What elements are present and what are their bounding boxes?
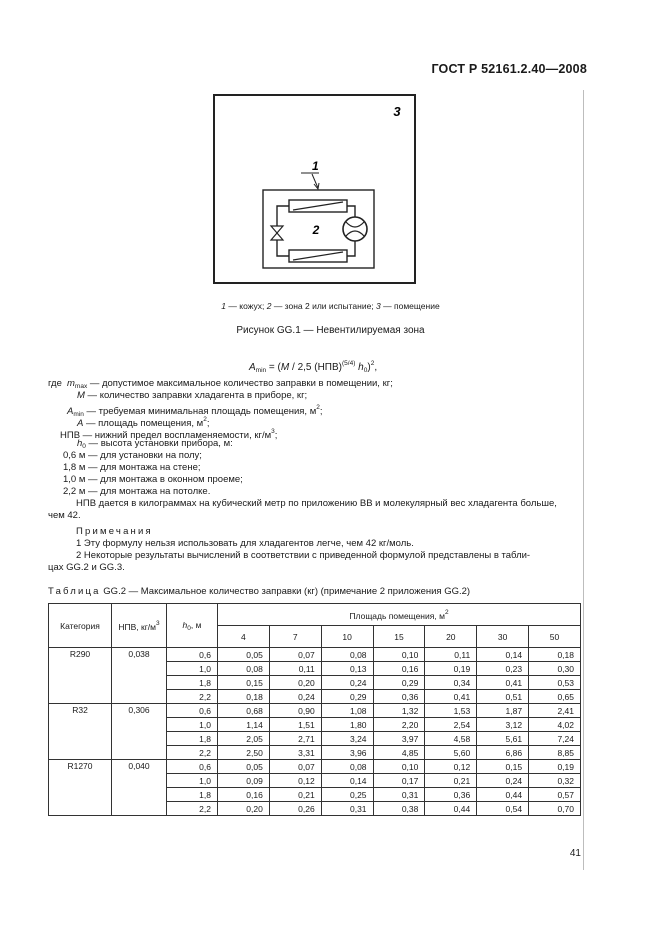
charge-cell: 0,18 — [529, 648, 581, 662]
height-cell: 2,2 — [167, 746, 218, 760]
charge-cell: 0,05 — [218, 760, 270, 774]
charge-cell: 8,85 — [529, 746, 581, 760]
inner-zone-label: 2 — [312, 223, 320, 237]
charge-cell: 0,29 — [373, 676, 425, 690]
charge-cell: 0,41 — [425, 690, 477, 704]
charge-cell: 0,07 — [269, 648, 321, 662]
margin-rule — [583, 90, 584, 870]
charge-cell: 0,24 — [269, 690, 321, 704]
charge-cell: 0,14 — [477, 648, 529, 662]
height-cell: 0,6 — [167, 704, 218, 718]
charge-cell: 0,15 — [477, 760, 529, 774]
charge-cell: 3,31 — [269, 746, 321, 760]
def-m: M — количество заправки хладагента в приборе, кг; — [77, 390, 308, 401]
height-window: 1,0 м — для монтажа в оконном проеме; — [63, 474, 243, 485]
charge-cell: 0,70 — [529, 802, 581, 816]
npv-paragraph-line1: НПВ дается в килограммах на кубический метр по приложению ВВ и молекулярный вес хладагента больше, — [76, 498, 557, 509]
casing-label: 1 — [312, 159, 319, 173]
area-4: 4 — [218, 626, 270, 648]
charge-cell: 0,19 — [425, 662, 477, 676]
charge-cell: 0,20 — [218, 802, 270, 816]
charge-cell: 0,53 — [529, 676, 581, 690]
charge-cell: 0,34 — [425, 676, 477, 690]
note-2-line1: 2 Некоторые результаты вычислений в соответствии с приведенной формулой представлены в табли- — [76, 550, 531, 561]
pipe-right-bottom — [347, 241, 355, 256]
charge-cell: 0,07 — [269, 760, 321, 774]
charge-cell: 0,12 — [425, 760, 477, 774]
charge-cell: 6,86 — [477, 746, 529, 760]
legend-text-1: — кожух; — [226, 301, 267, 311]
charge-cell: 0,19 — [529, 760, 581, 774]
charge-cell: 0,23 — [477, 662, 529, 676]
charge-cell: 0,38 — [373, 802, 425, 816]
charge-cell: 1,80 — [321, 718, 373, 732]
charge-cell: 0,08 — [321, 648, 373, 662]
height-cell: 1,0 — [167, 662, 218, 676]
height-cell: 2,2 — [167, 690, 218, 704]
charge-cell: 0,20 — [269, 676, 321, 690]
charge-cell: 7,24 — [529, 732, 581, 746]
charge-cell: 0,16 — [373, 662, 425, 676]
height-cell: 2,2 — [167, 802, 218, 816]
table-row — [49, 704, 581, 718]
charge-cell: 0,21 — [269, 788, 321, 802]
charge-cell: 0,68 — [218, 704, 270, 718]
zone-label: 3 — [393, 104, 401, 119]
table-row — [49, 760, 581, 774]
charge-cell: 3,97 — [373, 732, 425, 746]
col-room-area: Площадь помещения, $м^2$ — [218, 604, 581, 626]
charge-cell: 0,26 — [269, 802, 321, 816]
charge-cell: 0,31 — [373, 788, 425, 802]
charge-cell: 0,21 — [425, 774, 477, 788]
charge-cell: 0,29 — [321, 690, 373, 704]
refrigeration-diagram — [215, 96, 414, 282]
height-cell: 1,8 — [167, 788, 218, 802]
charge-cell: 0,11 — [269, 662, 321, 676]
col-category: Категория — [49, 604, 112, 648]
charge-cell: 0,14 — [321, 774, 373, 788]
charge-cell: 0,10 — [373, 648, 425, 662]
figure-legend — [0, 300, 661, 312]
figure-unventilated-zone — [213, 94, 416, 284]
formula-area-min: $A_{min} = (M / 2,5$ (НПВ)$^{(5/4)}$ $h_0)^2$, — [249, 360, 378, 374]
charge-cell: 0,08 — [218, 662, 270, 676]
def-npv: НПВ — нижний предел воспламеняемости, $кг/м^3$; — [60, 428, 278, 441]
charge-cell: 0,12 — [269, 774, 321, 788]
charge-cell: 1,08 — [321, 704, 373, 718]
charge-cell: 0,24 — [321, 676, 373, 690]
charge-cell: 0,11 — [425, 648, 477, 662]
document-header: ГОСТ Р 52161.2.40—2008 — [431, 62, 587, 76]
charge-cell: 4,02 — [529, 718, 581, 732]
charge-cell: 0,05 — [218, 648, 270, 662]
npv-cell: 0,040 — [112, 760, 167, 816]
charge-cell: 1,32 — [373, 704, 425, 718]
def-a-min: $A_{min}$ — требуемая минимальная площадь помещения, $м^2$; — [67, 404, 323, 418]
npv-cell: 0,038 — [112, 648, 167, 704]
charge-cell: 0,44 — [425, 802, 477, 816]
expansion-valve-icon — [271, 226, 283, 233]
pipe-right-top — [347, 206, 355, 217]
charge-cell: 1,51 — [269, 718, 321, 732]
charge-cell: 0,10 — [373, 760, 425, 774]
charge-cell: 0,30 — [529, 662, 581, 676]
height-cell: 0,6 — [167, 648, 218, 662]
charge-cell: 1,14 — [218, 718, 270, 732]
charge-cell: 0,90 — [269, 704, 321, 718]
charge-cell: 3,24 — [321, 732, 373, 746]
area-7: 7 — [269, 626, 321, 648]
where-word: где — [48, 378, 62, 389]
charge-cell: 5,61 — [477, 732, 529, 746]
col-npv: НПВ, $кг/м^3$ — [112, 604, 167, 648]
height-ceiling: 2,2 м — для монтажа на потолке. — [63, 486, 211, 497]
charge-cell: 2,71 — [269, 732, 321, 746]
charge-cell: 2,05 — [218, 732, 270, 746]
height-cell: 1,8 — [167, 732, 218, 746]
charge-cell: 2,41 — [529, 704, 581, 718]
pipe-left-bottom — [277, 240, 289, 256]
charge-cell: 0,13 — [321, 662, 373, 676]
charge-cell: 2,20 — [373, 718, 425, 732]
legend-text-2: — зона 2 или испытание; — [271, 301, 377, 311]
charge-cell: 1,87 — [477, 704, 529, 718]
charge-cell: 5,60 — [425, 746, 477, 760]
charge-cell: 0,25 — [321, 788, 373, 802]
height-wall: 1,8 м — для монтажа на стене; — [63, 462, 201, 473]
def-m-max: $m_{max}$ — допустимое максимальное количество заправки в помещении, кг; — [67, 378, 393, 390]
charge-cell: 0,18 — [218, 690, 270, 704]
col-h0: $h_0$, м — [167, 604, 218, 648]
notes-heading: Примечания — [76, 526, 153, 537]
area-30: 30 — [477, 626, 529, 648]
def-h0: $h_0$ — высота установки прибора, м: — [77, 438, 233, 450]
figure-title: Рисунок GG.1 — Невентилируемая зона — [236, 325, 425, 336]
charge-cell: 0,15 — [218, 676, 270, 690]
height-floor: 0,6 м — для установки на полу; — [63, 450, 202, 461]
height-cell: 0,6 — [167, 760, 218, 774]
npv-cell: 0,306 — [112, 704, 167, 760]
npv-paragraph-line2: чем 42. — [48, 510, 81, 521]
charge-cell: 0,31 — [321, 802, 373, 816]
charge-cell: 0,44 — [477, 788, 529, 802]
area-15: 15 — [373, 626, 425, 648]
charge-cell: 0,41 — [477, 676, 529, 690]
charge-cell: 0,36 — [425, 788, 477, 802]
height-cell: 1,0 — [167, 774, 218, 788]
charge-cell: 0,57 — [529, 788, 581, 802]
charge-cell: 3,96 — [321, 746, 373, 760]
charge-cell: 0,36 — [373, 690, 425, 704]
charge-cell: 0,65 — [529, 690, 581, 704]
charge-cell: 0,32 — [529, 774, 581, 788]
charge-cell: 3,12 — [477, 718, 529, 732]
note-1: 1 Эту формулу нельзя использовать для хладагентов легче, чем 42 кг/моль. — [76, 538, 414, 549]
table-body — [49, 648, 581, 816]
legend-key-2: 2 — [266, 301, 272, 311]
table-row — [49, 648, 581, 662]
height-cell: 1,8 — [167, 676, 218, 690]
charge-cell: 0,09 — [218, 774, 270, 788]
charge-cell: 0,24 — [477, 774, 529, 788]
def-a: A — площадь помещения, $м^2$; — [77, 416, 210, 429]
category-cell: R1270 — [49, 760, 112, 816]
charge-cell: 0,51 — [477, 690, 529, 704]
legend-text-3: — помещение — [380, 301, 440, 311]
charge-cell: 0,16 — [218, 788, 270, 802]
charge-cell: 0,17 — [373, 774, 425, 788]
charge-cell: 2,54 — [425, 718, 477, 732]
charge-cell: 1,53 — [425, 704, 477, 718]
charge-cell: 2,50 — [218, 746, 270, 760]
legend-key-1: 1 — [221, 301, 227, 311]
area-10: 10 — [321, 626, 373, 648]
charge-cell: 0,54 — [477, 802, 529, 816]
charge-cell: 4,58 — [425, 732, 477, 746]
compressor-icon — [343, 217, 367, 241]
page-number: 41 — [569, 848, 581, 859]
max-charge-table — [48, 603, 581, 816]
pipe-left-top — [277, 206, 289, 226]
legend-key-3: 3 — [376, 301, 381, 311]
height-cell: 1,0 — [167, 718, 218, 732]
category-cell: R290 — [49, 648, 112, 704]
charge-cell: 0,08 — [321, 760, 373, 774]
area-20: 20 — [425, 626, 477, 648]
table-caption: Таблица GG.2 — Максимальное количество заправки (кг) (примечание 2 приложения GG.2) — [48, 586, 471, 597]
area-50: 50 — [529, 626, 581, 648]
category-cell: R32 — [49, 704, 112, 760]
note-2-line2: цах GG.2 и GG.3. — [48, 562, 125, 573]
charge-cell: 4,85 — [373, 746, 425, 760]
